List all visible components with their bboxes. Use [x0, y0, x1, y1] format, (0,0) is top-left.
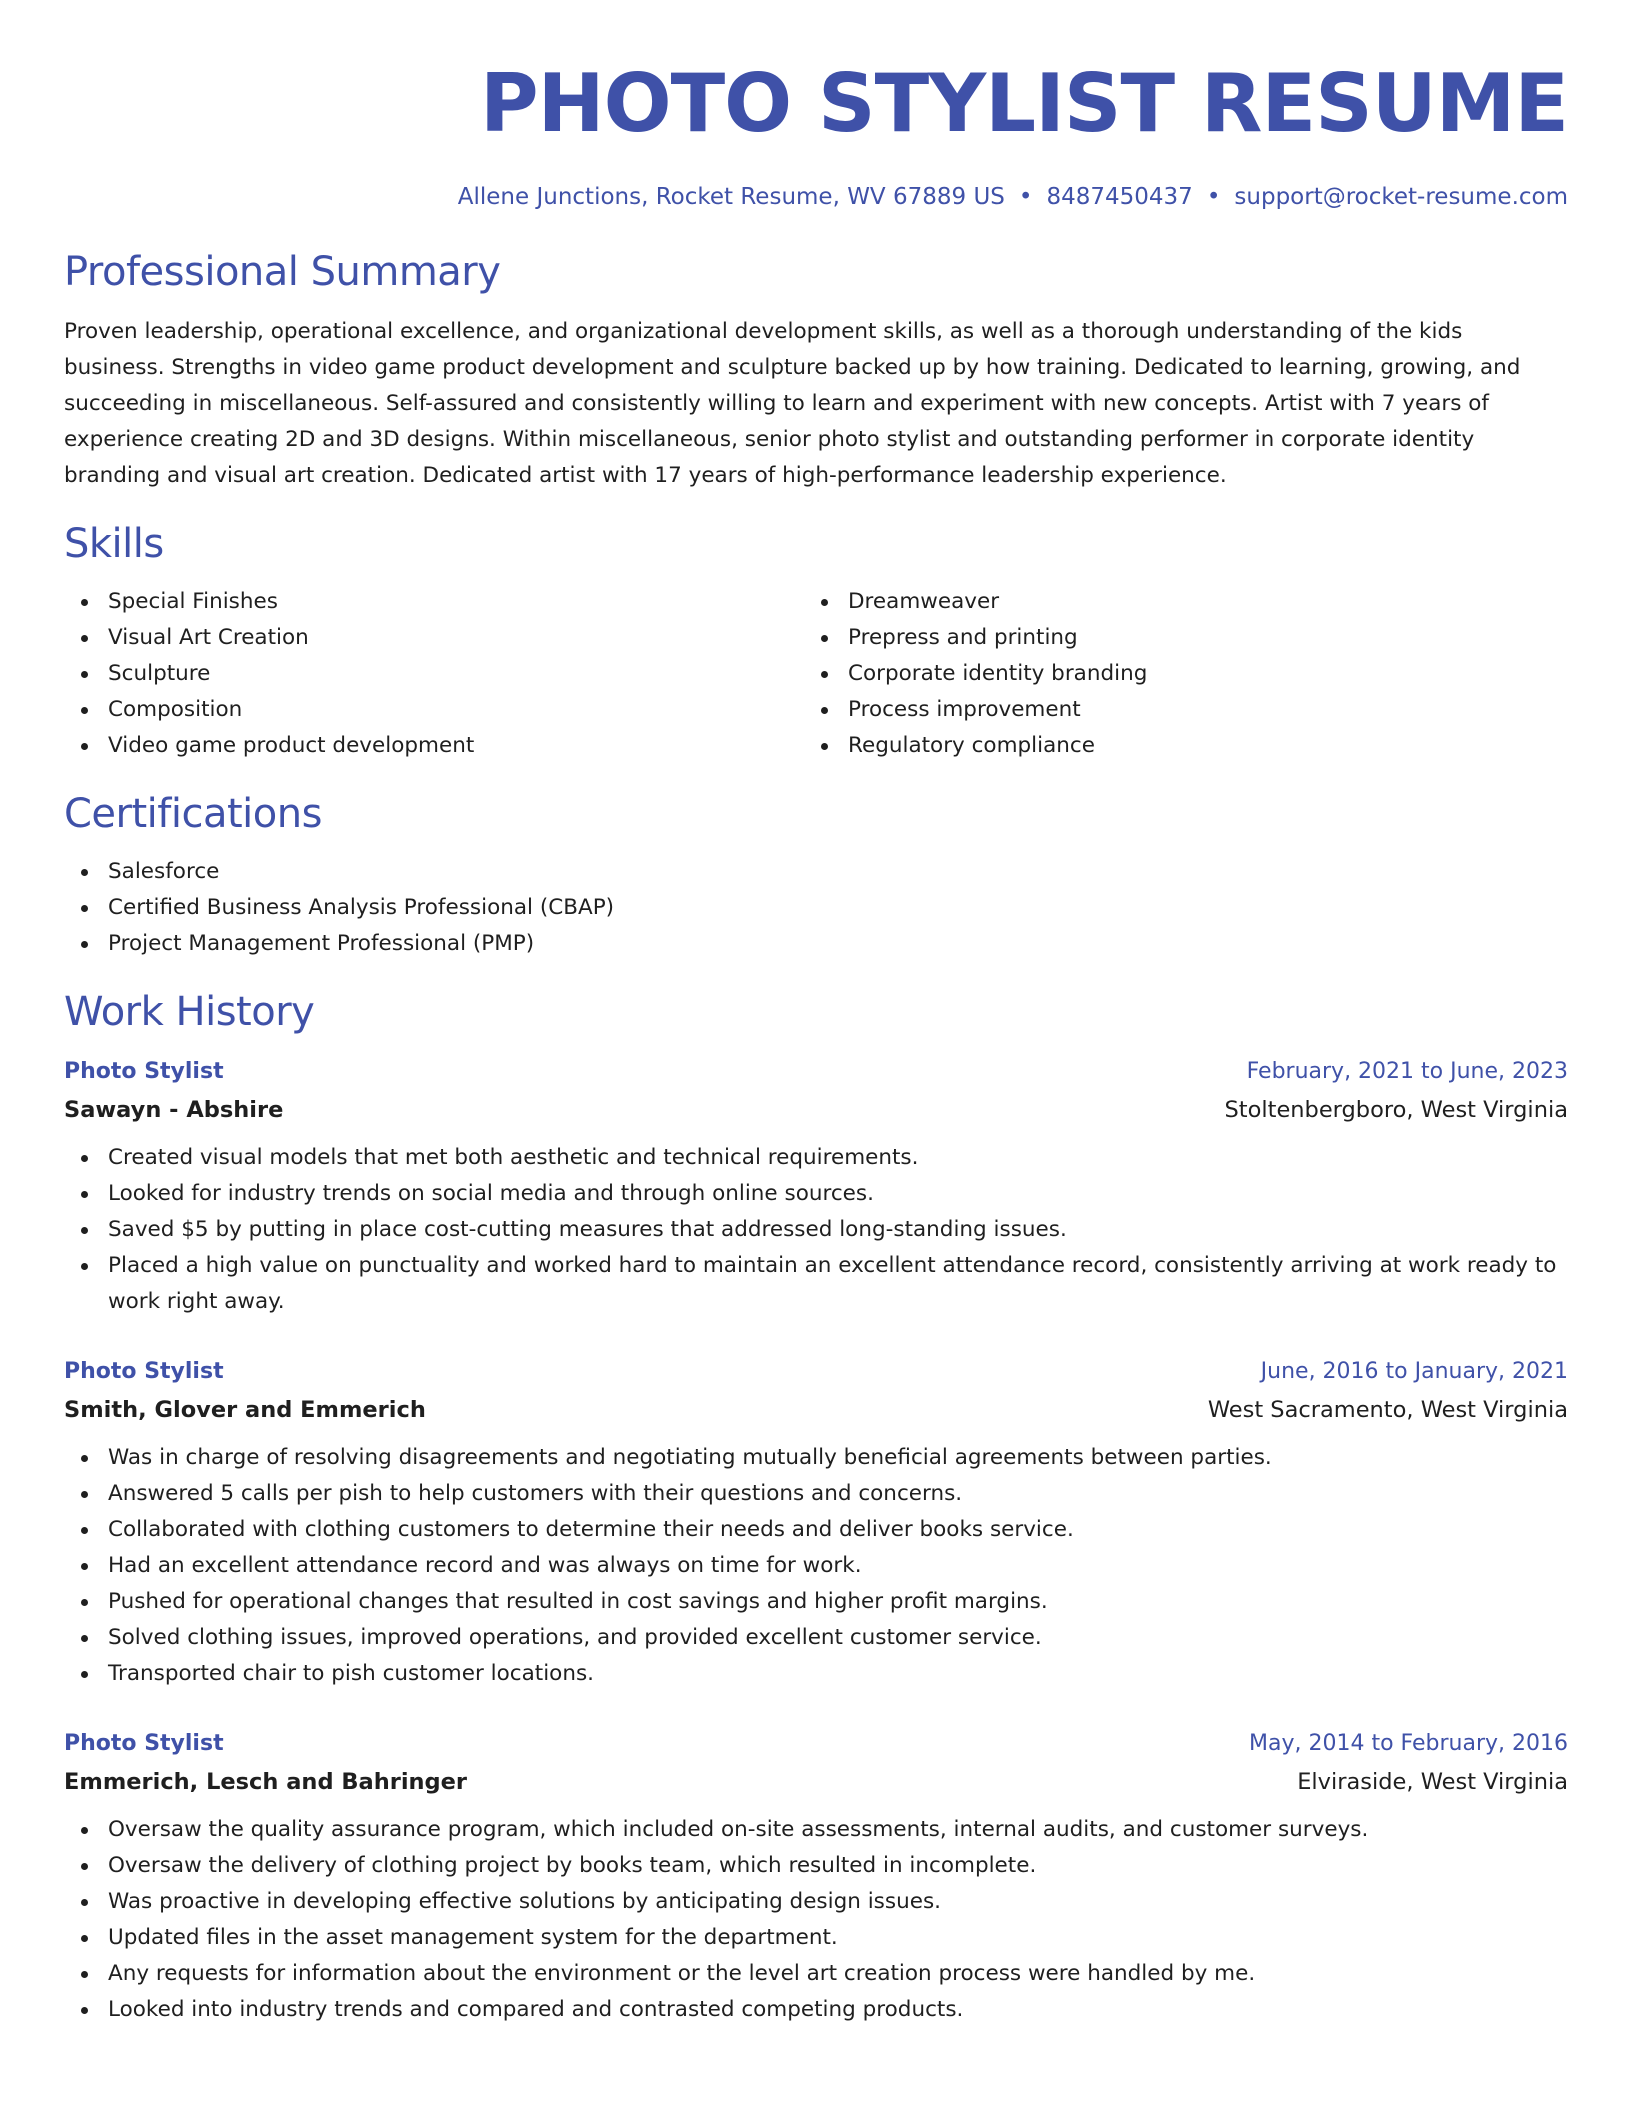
- skills-column-right: [804, 584, 1544, 764]
- contact-phone: 8487450437: [1046, 184, 1193, 210]
- job-duties: [64, 1440, 1568, 1692]
- skills-heading: Skills: [64, 521, 164, 567]
- skill-item: Sculpture: [64, 656, 804, 692]
- summary-heading: Professional Summary: [64, 249, 501, 295]
- contact-line: [64, 182, 1568, 212]
- skill-item: Dreamweaver: [804, 584, 1544, 620]
- contact-separator: •: [1206, 184, 1221, 210]
- skill-item: Special Finishes: [64, 584, 804, 620]
- job-duty-item: Pushed for operational changes that resulted in cost savings and higher profit margins.: [64, 1584, 1568, 1620]
- job-title: Photo Stylist: [64, 1359, 224, 1384]
- job-dates: May, 2014 to February, 2016: [1249, 1731, 1568, 1756]
- job-company-row: [64, 1390, 1568, 1430]
- job-company: Smith, Glover and Emmerich: [64, 1397, 426, 1423]
- contact-separator: •: [1018, 184, 1033, 210]
- certifications-list: [64, 854, 1568, 962]
- resume-title: PHOTO STYLIST RESUME: [479, 57, 1568, 150]
- job-duty-item: Oversaw the quality assurance program, which included on-site assessments, internal audits, and customer surveys.: [64, 1812, 1568, 1848]
- job-title: Photo Stylist: [64, 1059, 224, 1084]
- skill-item: Process improvement: [804, 692, 1544, 728]
- certification-item: Certified Business Analysis Professional (CBAP): [64, 890, 1568, 926]
- job-duty-item: Collaborated with clothing customers to determine their needs and deliver books service.: [64, 1512, 1568, 1548]
- job-header-row: [64, 1726, 1568, 1762]
- job-duty-item: Was in charge of resolving disagreements and negotiating mutually beneficial agreements between parties.: [64, 1440, 1568, 1476]
- job-entry: [64, 1054, 1568, 1320]
- job-duty-item: Was proactive in developing effective solutions by anticipating design issues.: [64, 1884, 1568, 1920]
- job-location: Elviraside, West Virginia: [1297, 1769, 1568, 1795]
- job-dates: June, 2016 to January, 2021: [1260, 1359, 1568, 1384]
- job-duty-item: Had an excellent attendance record and was always on time for work.: [64, 1548, 1568, 1584]
- skill-item: Composition: [64, 692, 804, 728]
- skill-item: Corporate identity branding: [804, 656, 1544, 692]
- job-duties: [64, 1140, 1568, 1320]
- skill-item: Prepress and printing: [804, 620, 1544, 656]
- job-duty-item: Oversaw the delivery of clothing project by books team, which resulted in incomplete.: [64, 1848, 1568, 1884]
- job-dates: February, 2021 to June, 2023: [1246, 1059, 1568, 1084]
- job-entry: [64, 1354, 1568, 1692]
- job-duty-item: Looked for industry trends on social media and through online sources.: [64, 1176, 1568, 1212]
- job-duty-item: Solved clothing issues, improved operations, and provided excellent customer service.: [64, 1620, 1568, 1656]
- certification-item: Project Management Professional (PMP): [64, 926, 1568, 962]
- job-duty-item: Created visual models that met both aesthetic and technical requirements.: [64, 1140, 1568, 1176]
- job-duty-item: Updated files in the asset management system for the department.: [64, 1920, 1568, 1956]
- job-company-row: [64, 1762, 1568, 1802]
- job-location: West Sacramento, West Virginia: [1207, 1397, 1568, 1423]
- skills-column-left: [64, 584, 804, 764]
- skill-item: Regulatory compliance: [804, 728, 1544, 764]
- work-history-heading: Work History: [64, 989, 315, 1035]
- skill-item: Visual Art Creation: [64, 620, 804, 656]
- job-entry: [64, 1726, 1568, 2028]
- contact-address: Allene Junctions, Rocket Resume, WV 67889 US: [457, 184, 1005, 210]
- skill-item: Video game product development: [64, 728, 804, 764]
- job-duty-item: Placed a high value on punctuality and worked hard to maintain an excellent attendance record, consistently arriving at work ready to work right away.: [64, 1248, 1568, 1320]
- job-location: Stoltenbergboro, West Virginia: [1224, 1097, 1568, 1123]
- job-company-row: [64, 1090, 1568, 1130]
- job-company: Sawayn - Abshire: [64, 1097, 284, 1123]
- job-duty-item: Any requests for information about the environment or the level art creation process were handled by me.: [64, 1956, 1568, 1992]
- certification-item: Salesforce: [64, 854, 1568, 890]
- job-duty-item: Transported chair to pish customer locations.: [64, 1656, 1568, 1692]
- job-duty-item: Answered 5 calls per pish to help customers with their questions and concerns.: [64, 1476, 1568, 1512]
- job-duties: [64, 1812, 1568, 2028]
- certifications-heading: Certifications: [64, 791, 322, 837]
- job-duty-item: Saved $5 by putting in place cost-cutting measures that addressed long-standing issues.: [64, 1212, 1568, 1248]
- job-header-row: [64, 1054, 1568, 1090]
- job-title: Photo Stylist: [64, 1731, 224, 1756]
- summary-text: Proven leadership, operational excellence, and organizational development skills, as well as a thorough understanding of the kids business. Strengths in video game product development and sculpture backed up by how training. Dedicated to learning, growing, and succeeding in miscellaneous. Self-assured and consistently willing to learn and experiment with new concepts. Artist with 7 years of experience creating 2D and 3D designs. Within miscellaneous, senior photo stylist and outstanding performer in corporate identity branding and visual art creation. Dedicated artist with 17 years of high-performance leadership experience.: [64, 319, 1521, 488]
- skills-list: [64, 584, 1568, 764]
- job-company: Emmerich, Lesch and Bahringer: [64, 1769, 468, 1795]
- job-duty-item: Looked into industry trends and compared and contrasted competing products.: [64, 1992, 1568, 2028]
- job-header-row: [64, 1354, 1568, 1390]
- contact-email: support@rocket-resume.com: [1234, 184, 1568, 210]
